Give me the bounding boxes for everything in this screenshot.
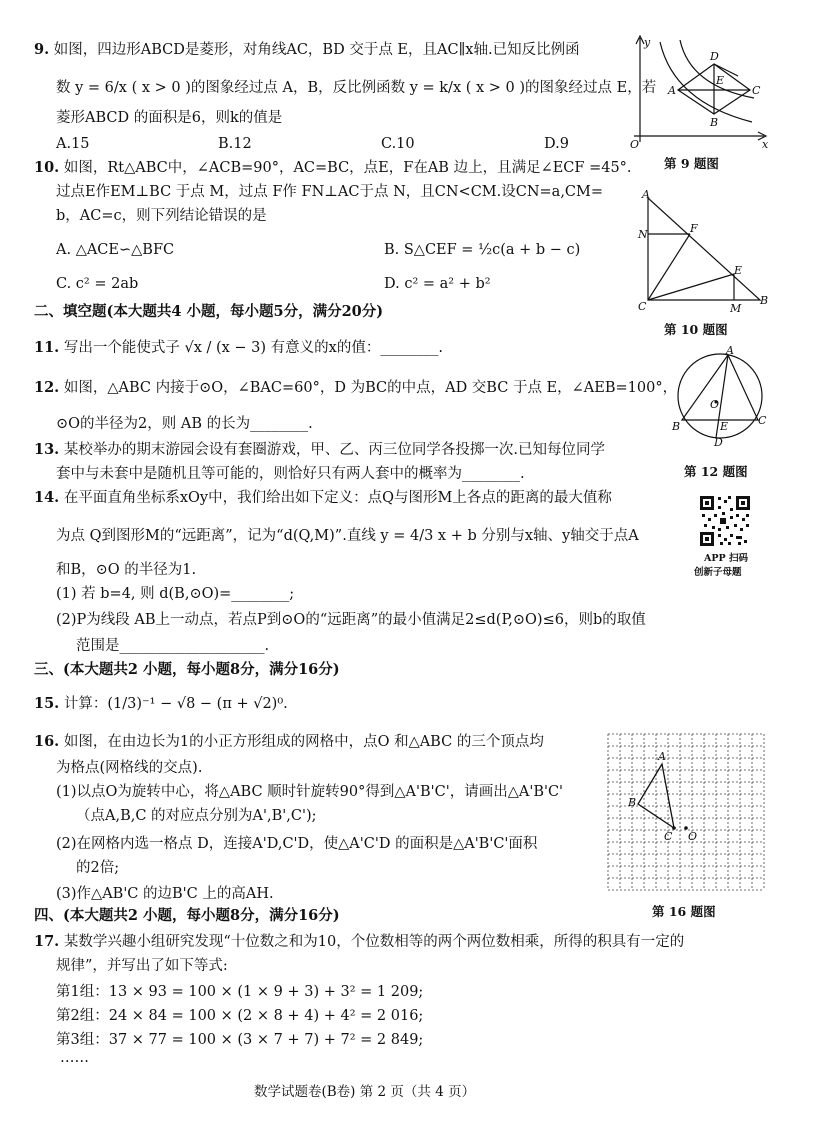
q10-fig-label-a: A: [642, 190, 650, 201]
q17-group2: 第2组：24 × 84 = 100 × (2 × 8 + 4) + 4² = 2 016;: [56, 1008, 424, 1024]
q9-fig-label-y: y: [644, 36, 651, 49]
q14-sub1: (1) 若 b=4, 则 d(B,⊙O)=________;: [56, 586, 295, 602]
q9-line3: 菱形ABCD 的面积是6，则k的值是: [56, 110, 283, 126]
q9-fig-label-d: D: [710, 50, 719, 63]
q16-grid-figure: [606, 732, 770, 896]
q10-fig-label-f: F: [690, 222, 698, 235]
q12-number: 12.: [34, 379, 60, 396]
q10-fig-label-b: B: [760, 294, 769, 307]
q16-caption: 第 16 题图: [652, 904, 716, 919]
q10-option-c: C. c² = 2ab: [56, 276, 139, 292]
page-footer: 数学试题卷(B卷) 第 2 页（共 4 页）: [254, 1084, 476, 1100]
q12-fig-label-o: O: [710, 398, 720, 411]
q14-line3: 和B，⊙O 的半径为1.: [56, 562, 197, 578]
q9-fig-label-b: B: [710, 116, 719, 129]
q13-line1: 某校举办的期末游园会设有套圈游戏，甲、乙、丙三位同学各投掷一次.已知每位同学: [63, 442, 605, 458]
q16-sub1: (1)以点O为旋转中心，将△ABC 顺时针旋转90°得到△A'B'C'，请画出△A'B'C': [56, 784, 564, 800]
qr-caption-2: 创新子母题: [694, 567, 742, 578]
q12-fig-label-b: B: [672, 420, 681, 433]
q17-group1: 第1组：13 × 93 = 100 × (1 × 9 + 3) + 3² = 1 209;: [56, 984, 424, 1000]
section-4-heading: 四、(本大题共2 小题，每小题8分，满分16分): [34, 907, 340, 924]
q10-option-d: D. c² = a² + b²: [384, 276, 491, 292]
q12-fig-label-e: E: [720, 420, 729, 433]
q12-fig-label-a: A: [726, 346, 734, 357]
q10-line3: b，AC=c，则下列结论错误的是: [56, 208, 267, 224]
q14-sub2b: 范围是____________________.: [76, 638, 270, 654]
q10-option-a: A. △ACE∽△BFC: [56, 242, 175, 258]
q16-fig-label-c: C: [664, 830, 673, 843]
q11-number: 11.: [34, 339, 60, 356]
q9-option-d: D.9: [544, 136, 569, 152]
q12-line1: 如图，△ABC 内接于⊙O，∠BAC=60°，D 为BC的中点，AD 交BC 于点 E，∠AEB=100°，: [63, 380, 678, 396]
q17-ellipsis: ……: [60, 1050, 89, 1066]
q10-line1: 如图，Rt△ABC中，∠ACB=90°，AC=BC，点E，F在AB 边上，且满足∠ECF =45°.: [63, 160, 632, 176]
q16-fig-label-a: A: [658, 750, 666, 763]
q10-fig-label-e: E: [734, 264, 743, 277]
q9-option-a: A.15: [56, 136, 90, 152]
q10-figure: [636, 190, 772, 316]
q9-option-c: C.10: [381, 136, 415, 152]
q9-option-b: B.12: [218, 136, 252, 152]
q12-fig-label-d: D: [714, 436, 723, 446]
q12-line2: ⊙O的半径为2，则 AB 的长为________.: [56, 416, 313, 432]
q16-sub2b: 的2倍;: [76, 860, 120, 876]
q10-fig-label-c: C: [638, 300, 647, 313]
q9-fig-label-c: C: [752, 84, 761, 97]
q10-fig-label-n: N: [638, 228, 648, 241]
q16-number: 16.: [34, 733, 60, 750]
q17-line2: 规律”，并写出了如下等式:: [56, 958, 228, 974]
q16-line1: 如图，在由边长为1的小正方形组成的网格中，点O 和△ABC 的三个顶点均: [63, 734, 544, 750]
q16-fig-label-b: B: [628, 796, 637, 809]
q16-sub2: (2)在网格内选一格点 D，连接A'D,C'D，使△A'C'D 的面积是△A'B'C'面积: [56, 836, 538, 852]
q9-fig-label-e: E: [716, 74, 725, 87]
q10-option-b: B. S△CEF = ½c(a + b − c): [384, 242, 581, 258]
q9-line1: 如图，四边形ABCD是菱形，对角线AC，BD 交于点 E，且AC∥x轴.已知反比例函: [53, 42, 580, 58]
q16-line2: 为格点(网格线的交点).: [56, 760, 203, 776]
q10-fig-label-m: M: [730, 302, 742, 315]
q16-fig-label-o: O: [688, 830, 698, 843]
q9-caption: 第 9 题图: [664, 156, 719, 171]
q11-text: 写出一个能使式子 √x / (x − 3) 有意义的x的值：________.: [63, 340, 443, 356]
q15-text: 计算：(1/3)⁻¹ − √8 − (π + √2)⁰.: [63, 696, 288, 712]
q17-line1: 某数学兴趣小组研究发现“十位数之和为10，个位数相等的两个两位数相乘，所得的积具有一定的: [63, 934, 685, 950]
qr-code-icon[interactable]: [698, 494, 752, 548]
q10-line2: 过点E作EM⊥BC 于点 M，过点 F作 FN⊥AC于点 N，且CN<CM.设CN=a,CM=: [56, 184, 604, 200]
q12-fig-label-c: C: [758, 414, 767, 427]
q14-line2: 为点 Q到图形M的“远距离”，记为“d(Q,M)”.直线 y = 4/3 x + b 分别与x轴、y轴交于点A: [56, 528, 639, 544]
q12-caption: 第 12 题图: [684, 464, 748, 479]
q9-fig-label-x: x: [762, 138, 769, 150]
section-3-heading: 三、(本大题共2 小题，每小题8分，满分16分): [34, 661, 340, 678]
q14-line1: 在平面直角坐标系xOy中，我们给出如下定义：点Q与图形M上各点的距离的最大值称: [63, 490, 612, 506]
q16-sub3: (3)作△AB'C 的边B'C 上的高AH.: [56, 886, 274, 902]
q13-line2: 套中与未套中是随机且等可能的，则恰好只有两人套中的概率为________.: [56, 466, 525, 482]
q17-group3: 第3组：37 × 77 = 100 × (3 × 7 + 7) + 7² = 2 849;: [56, 1032, 424, 1048]
q13-number: 13.: [34, 441, 60, 458]
q10-number: 10.: [34, 159, 60, 176]
q14-number: 14.: [34, 489, 60, 506]
q9-line2: 数 y = 6/x ( x > 0 )的图象经过点 A，B，反比例函数 y = k/x ( x > 0 )的图象经过点 E，若: [56, 80, 657, 96]
q17-number: 17.: [34, 933, 60, 950]
q9-figure: [622, 32, 772, 150]
q10-caption: 第 10 题图: [664, 322, 728, 337]
q9-fig-label-a: A: [668, 84, 676, 97]
q9-fig-label-o: O: [630, 138, 640, 150]
q16-sub1b: （点A,B,C 的对应点分别为A',B',C');: [76, 808, 317, 824]
qr-caption-1: APP 扫码: [704, 553, 748, 564]
q15-number: 15.: [34, 695, 60, 712]
q12-figure: [670, 346, 770, 446]
section-2-heading: 二、填空题(本大题共4 小题，每小题5分，满分20分): [34, 303, 384, 320]
q9-number: 9.: [34, 41, 50, 58]
q14-sub2: (2)P为线段 AB上一动点，若点P到⊙O的“远距离”的最小值满足2≤d(P,⊙O)≤6，则b的取值: [56, 612, 646, 628]
